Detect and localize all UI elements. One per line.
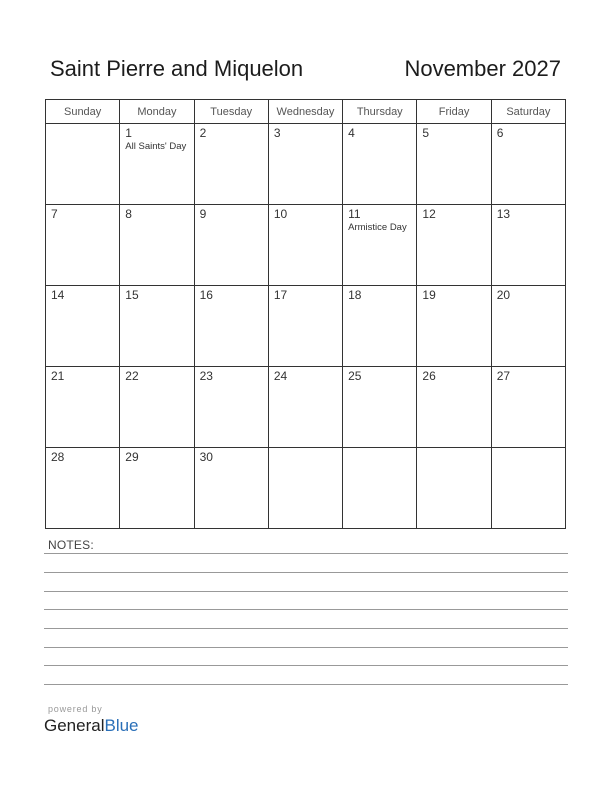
- day-number: 7: [51, 207, 58, 221]
- day-cell: [417, 367, 491, 448]
- day-cell: [194, 448, 268, 529]
- calendar-grid: [45, 99, 566, 529]
- weekday-sunday: Sunday: [46, 100, 120, 124]
- weekday-monday: Monday: [120, 100, 194, 124]
- day-cell: [343, 286, 417, 367]
- day-number: 18: [348, 288, 362, 302]
- day-number: 29: [125, 450, 139, 464]
- day-cell: [491, 448, 565, 529]
- day-cell: [343, 448, 417, 529]
- notes-line: [44, 609, 568, 610]
- notes-line: [44, 665, 568, 666]
- weekday-tuesday: Tuesday: [194, 100, 268, 124]
- country-title: Saint Pierre and Miquelon: [50, 56, 304, 81]
- day-cell: [46, 367, 120, 448]
- notes-label: NOTES:: [48, 538, 94, 552]
- day-cell: [194, 205, 268, 286]
- day-number: 1: [125, 126, 132, 140]
- notes-line: [44, 647, 568, 648]
- day-cell: [343, 124, 417, 205]
- day-cell: [417, 448, 491, 529]
- notes-line: [44, 684, 568, 685]
- logo-blue: Blue: [104, 716, 139, 735]
- holiday-label: All Saints' Day: [125, 141, 187, 152]
- day-number: 24: [273, 369, 288, 383]
- day-cell: [120, 205, 194, 286]
- day-number: 28: [51, 450, 65, 464]
- weekday-saturday: Saturday: [491, 100, 565, 124]
- day-cell: [343, 205, 417, 286]
- day-cell: [491, 124, 565, 205]
- day-number: 10: [273, 207, 288, 221]
- logo-general: General: [44, 716, 105, 735]
- day-cell: [491, 286, 565, 367]
- day-cell: [46, 205, 120, 286]
- day-cell: [491, 367, 565, 448]
- day-number: 16: [199, 288, 213, 302]
- day-cell: [120, 124, 194, 205]
- day-number: 21: [51, 369, 65, 383]
- notes-line: [44, 553, 568, 554]
- weekday-wednesday: Wednesday: [268, 100, 342, 124]
- powered-by-text: powered by: [48, 704, 103, 714]
- day-cell: [194, 124, 268, 205]
- week-row-3: [46, 286, 566, 367]
- day-number: 6: [496, 126, 504, 140]
- day-number: 14: [51, 288, 65, 302]
- generalblue-logo: [44, 716, 139, 736]
- day-cell: [268, 286, 342, 367]
- day-number: 26: [422, 369, 436, 383]
- day-cell: [268, 205, 342, 286]
- week-row-2: [46, 205, 566, 286]
- day-cell: [268, 448, 342, 529]
- day-number: 27: [496, 369, 511, 383]
- day-cell: [120, 286, 194, 367]
- weekday-header-row: [46, 100, 566, 124]
- day-cell: [491, 205, 565, 286]
- day-number: 22: [125, 369, 139, 383]
- day-cell: [46, 124, 120, 205]
- day-number: 19: [422, 288, 436, 302]
- week-row-4: [46, 367, 566, 448]
- day-cell: [120, 448, 194, 529]
- day-number: 11: [348, 207, 361, 221]
- day-number: 8: [125, 207, 132, 221]
- day-number: 5: [422, 126, 430, 140]
- holiday-label: Armistice Day: [348, 222, 407, 233]
- day-number: 20: [496, 288, 511, 302]
- day-number: 4: [348, 126, 355, 140]
- weekday-friday: Friday: [417, 100, 491, 124]
- day-number: 12: [422, 207, 436, 221]
- day-cell: [46, 448, 120, 529]
- day-number: 30: [199, 450, 213, 464]
- day-number: 17: [273, 288, 288, 302]
- day-number: 25: [348, 369, 362, 383]
- weekday-thursday: Thursday: [343, 100, 417, 124]
- day-cell: [417, 286, 491, 367]
- day-cell: [46, 286, 120, 367]
- notes-line: [44, 572, 568, 573]
- day-cell: [194, 286, 268, 367]
- month-year-title: November 2027: [404, 56, 561, 81]
- day-number: 23: [199, 369, 213, 383]
- week-row-5: [46, 448, 566, 529]
- day-cell: [268, 367, 342, 448]
- day-cell: [417, 205, 491, 286]
- day-number: 15: [125, 288, 139, 302]
- day-cell: [268, 124, 342, 205]
- day-cell: [120, 367, 194, 448]
- week-row-1: [46, 124, 566, 205]
- notes-line: [44, 591, 568, 592]
- day-number: 3: [273, 126, 281, 140]
- day-number: 13: [496, 207, 511, 221]
- notes-line: [44, 628, 568, 629]
- day-number: 2: [199, 126, 207, 140]
- day-cell: [417, 124, 491, 205]
- day-number: 9: [199, 207, 207, 221]
- day-cell: [343, 367, 417, 448]
- day-cell: [194, 367, 268, 448]
